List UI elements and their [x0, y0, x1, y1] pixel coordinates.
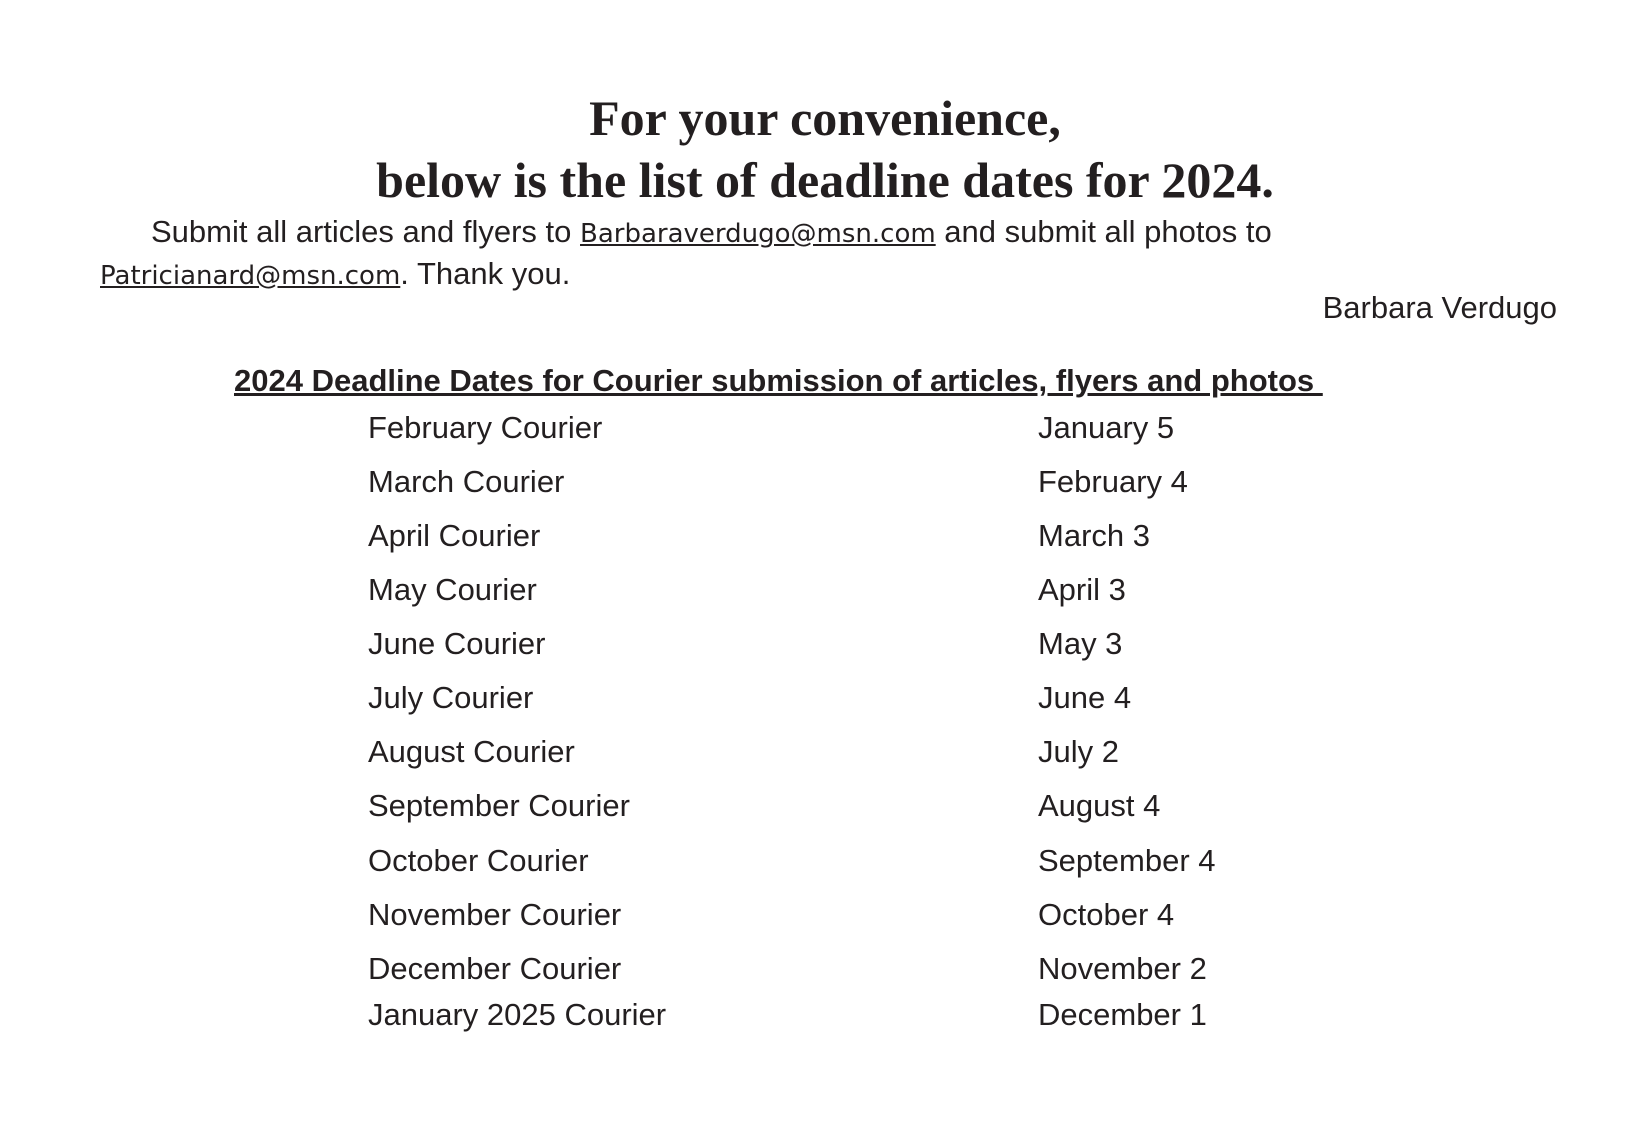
- deadline-date: September 4: [1038, 843, 1216, 878]
- issue-name: November Courier: [368, 897, 622, 932]
- deadline-table-title: 2024 Deadline Dates for Courier submission of articles, flyers and photos: [234, 363, 1323, 398]
- issue-name: August Courier: [368, 734, 575, 769]
- issue-name: September Courier: [368, 788, 630, 823]
- heading-line-2: below is the list of deadline dates for 2024.: [376, 152, 1274, 208]
- deadline-date: May 3: [1038, 626, 1123, 661]
- deadline-date: April 3: [1038, 572, 1126, 607]
- table-row: [0, 995, 1650, 1035]
- table-row: [0, 408, 1650, 448]
- intro-text-middle: and submit all photos to: [935, 214, 1272, 249]
- intro-text-start: Submit all articles and flyers to: [151, 214, 581, 249]
- table-row: [0, 570, 1650, 610]
- issue-name: February Courier: [368, 410, 603, 445]
- table-row: [0, 516, 1650, 556]
- issue-name: June Courier: [368, 626, 546, 661]
- table-row: [0, 624, 1650, 664]
- deadline-date: July 2: [1038, 734, 1119, 769]
- issue-name: December Courier: [368, 951, 622, 986]
- issue-name: January 2025 Courier: [368, 997, 667, 1032]
- issue-name: May Courier: [368, 572, 537, 607]
- table-row: [0, 949, 1650, 989]
- table-row: [0, 462, 1650, 502]
- deadline-date: October 4: [1038, 897, 1175, 932]
- articles-email-link[interactable]: Barbaraverdugo@msn.com: [580, 219, 936, 249]
- table-row: [0, 895, 1650, 935]
- deadline-date: November 2: [1038, 951, 1207, 986]
- intro-text-end: . Thank you.: [400, 256, 571, 291]
- table-row: [0, 732, 1650, 772]
- deadline-date: March 3: [1038, 518, 1150, 553]
- signature: Barbara Verdugo: [1322, 290, 1557, 325]
- issue-name: July Courier: [368, 680, 534, 715]
- issue-name: March Courier: [368, 464, 565, 499]
- deadline-date: December 1: [1038, 997, 1207, 1032]
- deadline-date: August 4: [1038, 788, 1161, 823]
- table-row: [0, 841, 1650, 881]
- table-row: [0, 786, 1650, 826]
- heading-line-1: For your convenience,: [589, 90, 1061, 146]
- photos-email-link[interactable]: Patricianard@msn.com: [100, 261, 401, 291]
- table-row: [0, 678, 1650, 718]
- deadline-date: June 4: [1038, 680, 1132, 715]
- issue-name: April Courier: [368, 518, 541, 553]
- issue-name: October Courier: [368, 843, 589, 878]
- intro-paragraph: [100, 212, 1560, 296]
- deadline-date: February 4: [1038, 464, 1188, 499]
- deadline-date: January 5: [1038, 410, 1175, 445]
